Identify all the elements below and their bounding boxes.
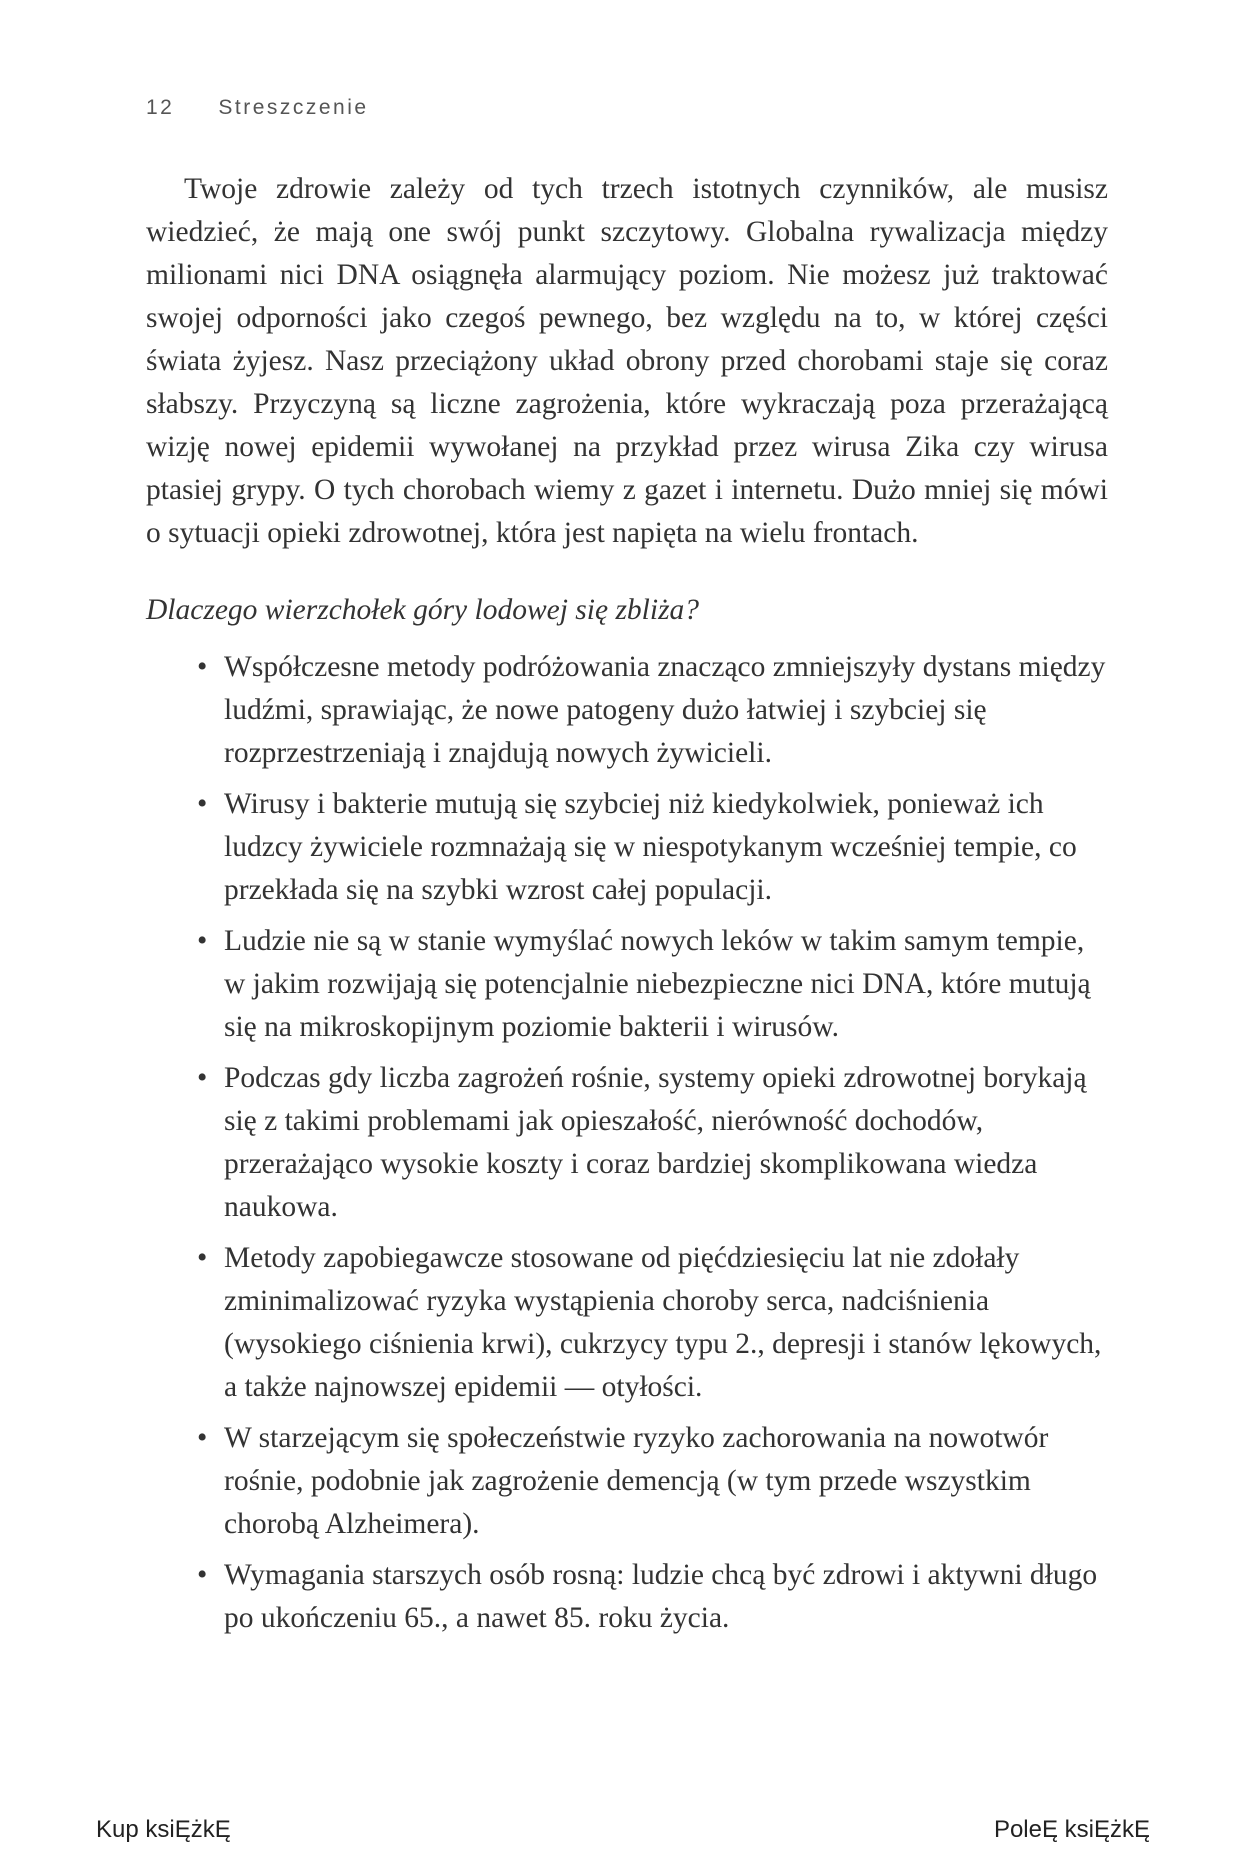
buy-book-link[interactable]: Kup ksiĘżkĘ xyxy=(96,1816,231,1843)
bullet-icon: • xyxy=(197,1242,208,1274)
section-subheading: Dlaczego wierzchołek góry lodowej się zbliża? xyxy=(146,594,700,626)
bullet-text: Współczesne metody podróżowania znacząco zmniejszyły dystans między ludźmi, sprawiając, że nowe patogeny dużo łatwiej i szybciej się rozprzestrzeniają i znajdują nowych żywicieli. xyxy=(224,651,1106,769)
page-content xyxy=(146,168,1108,1648)
bullet-icon: • xyxy=(197,1422,208,1454)
bullet-list xyxy=(146,646,1108,1640)
bullet-item xyxy=(146,1554,1108,1640)
bullet-item xyxy=(146,1417,1108,1546)
recommend-book-link[interactable]: PoleĘ ksiĘżkĘ xyxy=(993,1816,1150,1843)
section-title: Streszczenie xyxy=(218,96,369,119)
bullet-text: Ludzie nie są w stanie wymyślać nowych leków w takim samym tempie, w jakim rozwijają się potencjalnie niebezpieczne nici DNA, które mutują się na mikroskopijnym poziomie bakterii i wirusów. xyxy=(224,925,1091,1043)
bullet-icon: • xyxy=(197,1062,208,1094)
bullet-text: W starzejącym się społeczeństwie ryzyko zachorowania na nowotwór rośnie, podobnie jak zagrożenie demencją (w tym przede wszystkim chorobą Alzheimera). xyxy=(224,1422,1049,1540)
intro-paragraph: Twoje zdrowie zależy od tych trzech istotnych czynników, ale musisz wiedzieć, że mają one swój punkt szczytowy. Globalna rywalizacja między milionami nici DNA osiągnęła alarmujący poziom. Nie możesz już traktować swojej odporności jako czegoś pewnego, bez względu na to, w której części świata żyjesz. Nasz przeciążony układ obrony przed chorobami staje się coraz słabszy. Przyczyną są liczne zagrożenia, które wykraczają poza przerażającą wizję nowej epidemii wywołanej na przykład przez wirusa Zika czy wirusa ptasiej grypy. O tych chorobach wiemy z gazet i internetu. Dużo mniej się mówi o sytuacji opieki zdrowotnej, która jest napięta na wielu frontach. xyxy=(146,173,1108,549)
bullet-item xyxy=(146,1057,1108,1229)
bullet-icon: • xyxy=(197,1559,208,1591)
bullet-icon: • xyxy=(197,925,208,957)
bullet-text: Wirusy i bakterie mutują się szybciej niż kiedykolwiek, ponieważ ich ludzcy żywiciele rozmnażają się w niespotykanym wcześniej tempie, co przekłada się na szybki wzrost całej populacji. xyxy=(224,788,1077,906)
running-head xyxy=(146,96,369,120)
bullet-text: Metody zapobiegawcze stosowane od pięćdziesięciu lat nie zdołały zminimalizować ryzyka wystąpienia choroby serca, nadciśnienia (wysokiego ciśnienia krwi), cukrzycy typu 2., depresji i stanów lękowych, a także najnowszej epidemii — otyłości. xyxy=(224,1242,1102,1403)
bullet-icon: • xyxy=(197,651,208,683)
bullet-text: Wymagania starszych osób rosną: ludzie chcą być zdrowi i aktywni długo po ukończeniu 65., a nawet 85. roku życia. xyxy=(224,1559,1098,1634)
bullet-item xyxy=(146,646,1108,775)
bullet-icon: • xyxy=(197,788,208,820)
page-number: 12 xyxy=(146,96,175,119)
bullet-text: Podczas gdy liczba zagrożeń rośnie, systemy opieki zdrowotnej borykają się z takimi problemami jak opieszałość, nierówność dochodów, przerażająco wysokie koszty i coraz bardziej skomplikowana wiedza naukowa. xyxy=(224,1062,1087,1223)
bullet-item xyxy=(146,920,1108,1049)
bullet-item xyxy=(146,783,1108,912)
bullet-item xyxy=(146,1237,1108,1409)
